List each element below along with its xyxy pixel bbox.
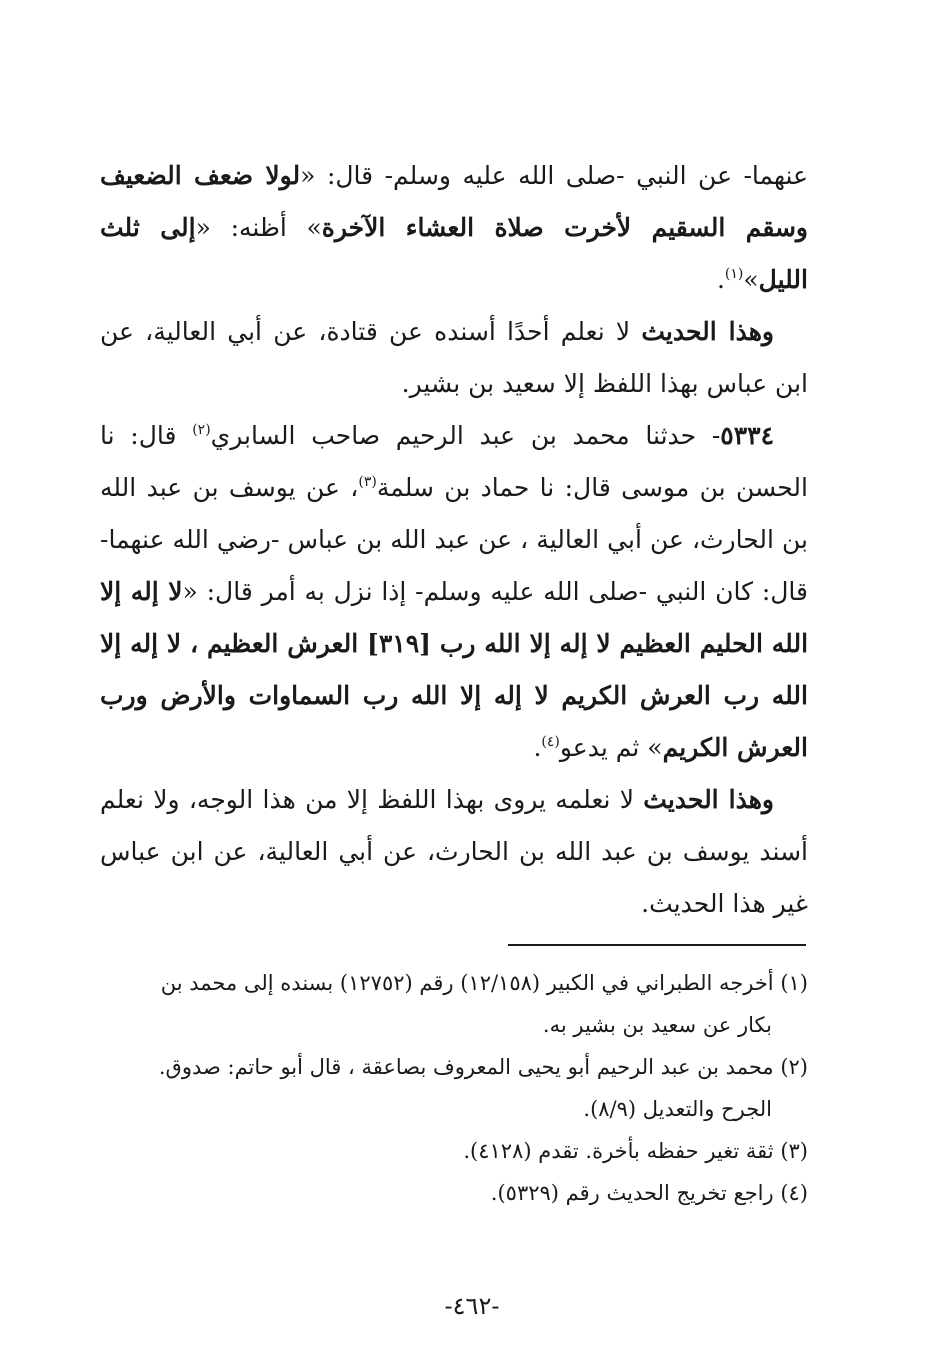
hadith-number: ٥٣٣٤ (720, 421, 774, 450)
paragraph-4 (100, 774, 808, 930)
hadith-text: إلى ثلث الليل (100, 213, 808, 294)
footnote-2 (100, 1046, 808, 1130)
paragraph-1 (100, 150, 808, 306)
footnote-divider (508, 944, 806, 946)
hadith-text: لولا ضعف الضعيف وسقم السقيم لأخرت صلاة العشاء الآخرة (100, 161, 808, 242)
text: قال: نا الحسن بن موسى قال: نا حماد بن سلمة (100, 421, 808, 502)
footnote-ref: (٢) (192, 422, 211, 438)
main-text (100, 150, 808, 930)
text: - حدثنا محمد بن عبد الرحيم صاحب السابري (210, 421, 721, 450)
footnote-ref: (٤) (541, 734, 560, 750)
footnotes (100, 962, 808, 1214)
footnote-4 (100, 1172, 808, 1214)
hadith-text: لا إله إلا الله الحليم العظيم لا إله إلا الله رب [٣١٩] العرش العظيم ، لا إله إلا الله رب العرش الكريم لا إله إلا الله رب السماوات والأرض ورب العرش الكريم (100, 577, 809, 762)
paragraph-2 (100, 306, 808, 410)
footnote-ref: (١) (724, 266, 744, 282)
page-number: -٤٦٢- (444, 1292, 500, 1320)
footnote-text: (٢) محمد بن عبد الرحيم أبو يحيى المعروف بصاعقة ، قال أبو حاتم: صدوق. (158, 1055, 808, 1079)
section-lead: وهذا الحديث (641, 317, 775, 346)
footnote-ref: (٣) (358, 474, 377, 490)
text: » أظنه: « (195, 213, 322, 242)
text: » ثم يدعو (559, 733, 663, 762)
text: عنهما- عن النبي -صلى الله عليه وسلم- قال: « (300, 161, 808, 190)
footnote-continuation: الجرح والتعديل (٨/٩). (583, 1097, 772, 1121)
section-lead: وهذا الحديث (643, 785, 774, 814)
paragraph-3 (100, 410, 808, 774)
text: » (743, 265, 759, 294)
footnote-text: (٤) راجع تخريج الحديث رقم (٥٣٢٩). (490, 1181, 808, 1205)
text: لا نعلمه يروى بهذا اللفظ إلا من هذا الوجه، ولا نعلم أسند يوسف بن عبد الله بن الحارث، عن أبي العالية، عن ابن عباس غير هذا الحديث. (100, 785, 808, 918)
footnote-continuation: بكار عن سعيد بن بشير به. (542, 1013, 772, 1037)
text: ، عن يوسف بن عبد الله بن الحارث، عن أبي العالية ، عن عبد الله بن عباس -رضي الله عنهما- قال: كان النبي -صلى الله عليه وسلم- إذا نزل به أمر قال: « (100, 473, 808, 606)
text: . (716, 265, 725, 294)
footnote-text: (١) أخرجه الطبراني في الكبير (١٢/١٥٨) رقم (١٢٧٥٢) بسنده إلى محمد بن (160, 971, 808, 995)
text: . (533, 733, 542, 762)
footnote-text: (٣) ثقة تغير حفظه بأخرة. تقدم (٤١٢٨). (463, 1139, 808, 1163)
text: لا نعلم أحدًا أسنده عن قتادة، عن أبي العالية، عن ابن عباس بهذا اللفظ إلا سعيد بن بشير. (100, 317, 808, 398)
footnote-3 (100, 1130, 808, 1172)
footnote-1 (100, 962, 808, 1046)
